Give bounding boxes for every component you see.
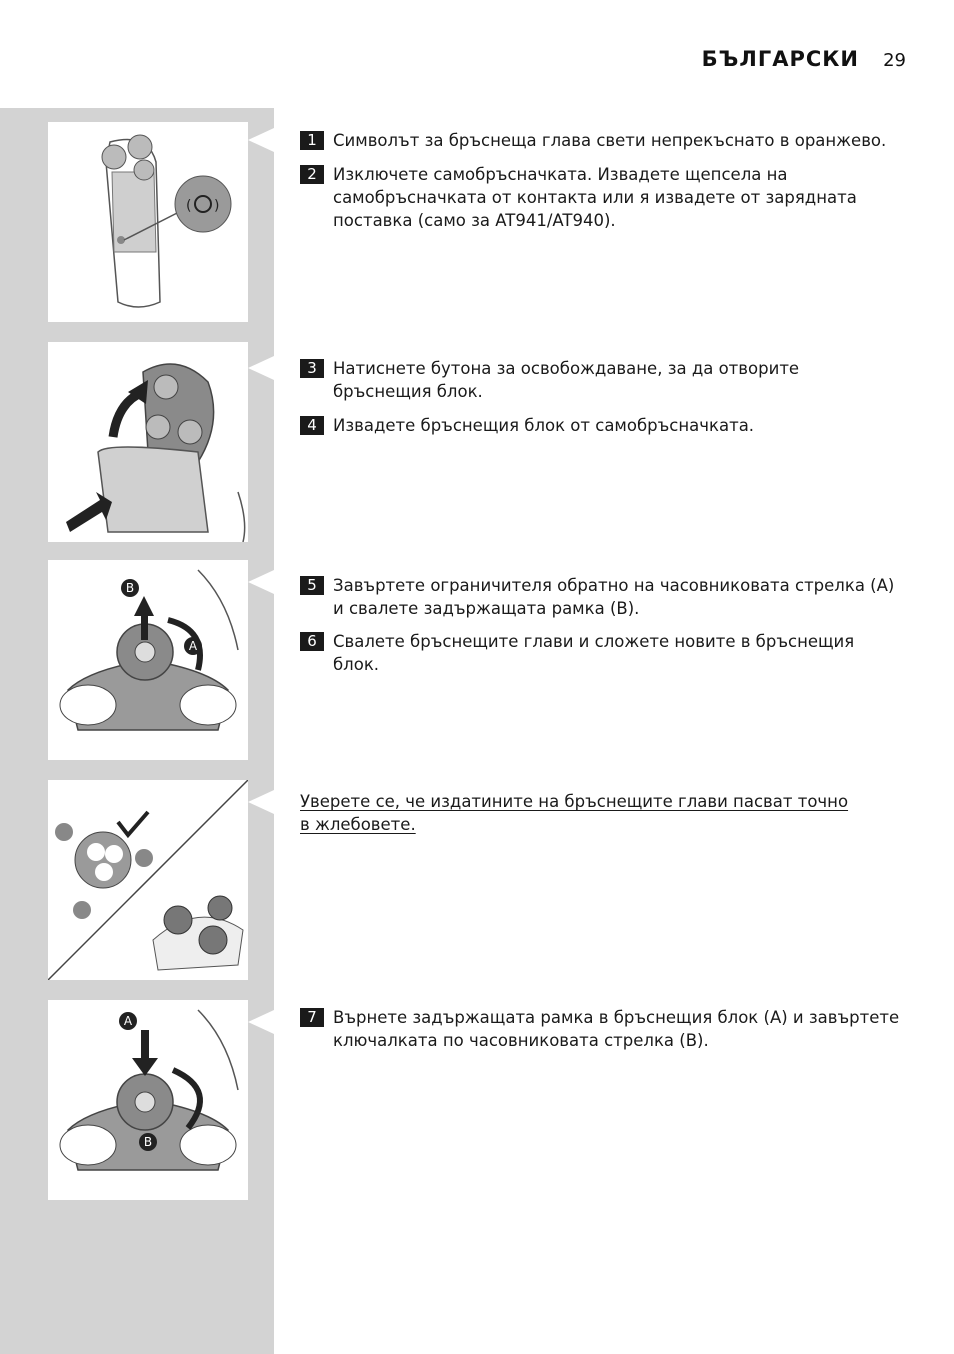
- step-number: 4: [300, 416, 324, 435]
- step-number: 5: [300, 576, 324, 595]
- svg-text:(: (: [186, 198, 192, 214]
- step-1: [300, 129, 900, 152]
- step-5: [300, 574, 900, 620]
- step-number: 7: [300, 1008, 324, 1027]
- figure-pointer: [248, 356, 274, 380]
- label-b: B: [143, 1135, 153, 1149]
- step-text: Извадете бръснещия блок от самобръсначката.: [333, 416, 755, 435]
- figure-pointer: [248, 128, 274, 152]
- step-3: [300, 357, 900, 403]
- step-6: [300, 630, 900, 676]
- label-a: A: [123, 1014, 133, 1028]
- figure-open-shaving-unit: [48, 342, 248, 542]
- step-text: Изключете самобръсначката. Извадете щепсела на самобръсначката от контакта или я извадете от зарядната поставка (само за AT941/AT940).: [333, 165, 857, 230]
- figure-remove-retaining-frame: [48, 560, 248, 760]
- note-text: Уверете се, че издатините на бръснещите глави пасват точно в жлебовете.: [300, 792, 849, 834]
- step-number: 1: [300, 131, 324, 150]
- note-fit-heads: [300, 790, 860, 836]
- step-2: [300, 163, 900, 232]
- label-b: B: [125, 581, 135, 595]
- step-number: 2: [300, 165, 324, 184]
- figure-shaver-symbol: [48, 122, 248, 322]
- step-4: [300, 414, 900, 437]
- step-text: Завъртете ограничителя обратно на часовниковата стрелка (A) и свалете задържащата рамка (B).: [333, 576, 895, 618]
- page-number: 29: [883, 50, 906, 71]
- figure-pointer: [248, 790, 274, 814]
- step-text: Символът за бръснеща глава свети непрекъснато в оранжево.: [333, 131, 887, 150]
- step-text: Свалете бръснещите глави и сложете новите в бръснещия блок.: [333, 632, 855, 674]
- figure-fit-shaving-heads: [48, 780, 248, 980]
- step-number: 6: [300, 632, 324, 651]
- label-a: A: [188, 639, 198, 653]
- figure-reattach-retaining-frame: [48, 1000, 248, 1200]
- figure-pointer: [248, 570, 274, 594]
- step-text: Върнете задържащата рамка в бръснещия блок (A) и завъртете ключалката по часовниковата стрелка (B).: [333, 1008, 900, 1050]
- section-language-title: БЪЛГАРСКИ: [701, 47, 859, 71]
- figure-pointer: [248, 1010, 274, 1034]
- step-7: [300, 1006, 900, 1052]
- step-text: Натиснете бутона за освобождаване, за да отворите бръснещия блок.: [333, 359, 800, 401]
- step-number: 3: [300, 359, 324, 378]
- svg-text:): ): [214, 198, 220, 214]
